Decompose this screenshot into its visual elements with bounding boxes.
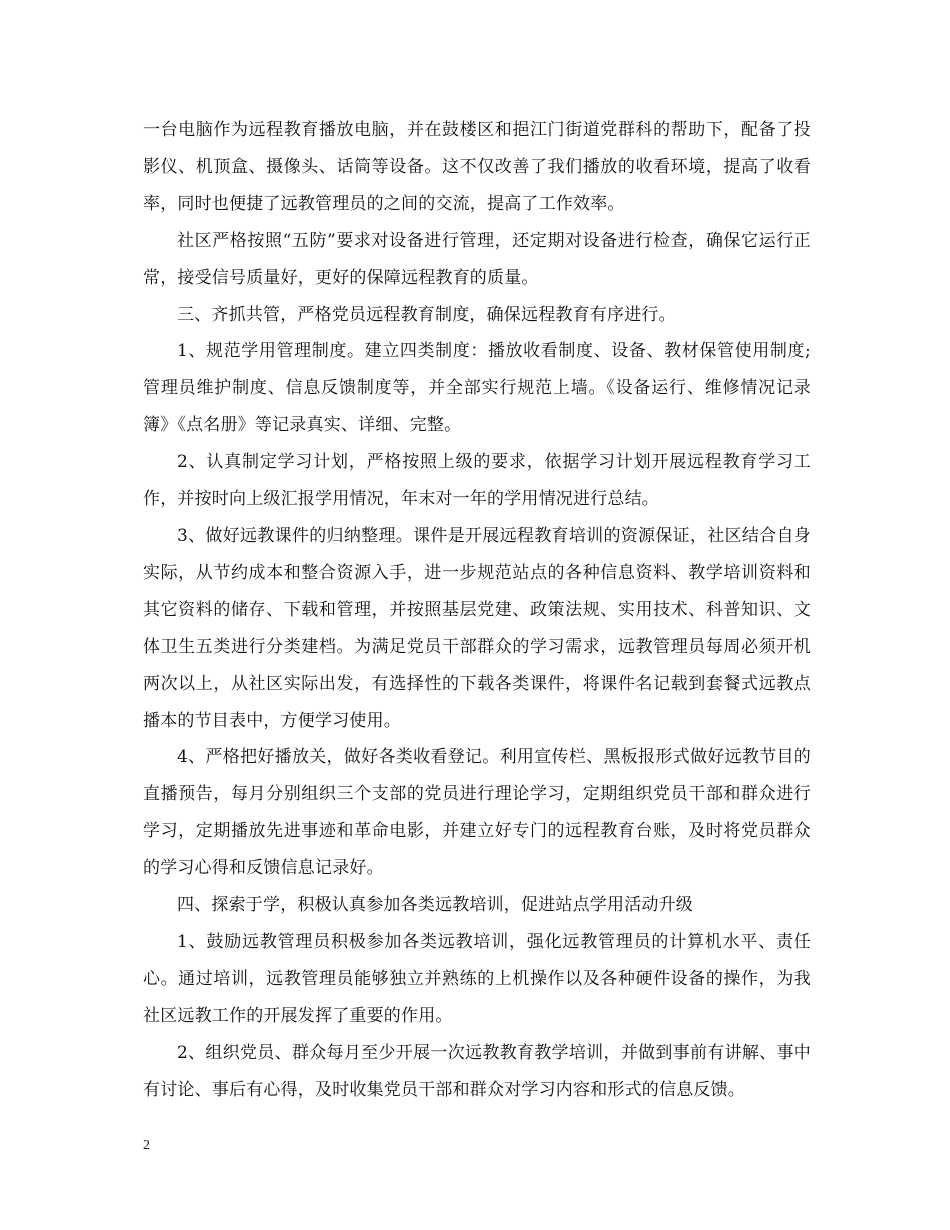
section-heading-3: 三、齐抓共管，严格党员远程教育制度，确保远程教育有序进行。 — [177, 304, 676, 325]
page-number: 2 — [143, 1138, 150, 1153]
paragraph-5: 2、认真制定学习计划，严格按照上级的要求，依据学习计划开展远程教育学习工作，并按时向上级汇报学用情况，年末对一年的学用情况进行总结。 — [143, 452, 811, 510]
paragraph-4: 1、规范学用管理制度。建立四类制度：播放收看制度、设备、教材保管使用制度;管理员维护制度、信息反馈制度等，并全部实行规范上墙。《设备运行、维修情况记录簿》《点名册》等记录真实、详细、完整。 — [143, 341, 811, 436]
paragraph-10: 2、组织党员、群众每月至少开展一次远教教育教学培训，并做到事前有讲解、事中有讨论、事后有心得，及时收集党员干部和群众对学习内容和形式的信息反馈。 — [143, 1042, 811, 1100]
section-heading-4: 四、探索于学，积极认真参加各类远教培训，促进站点学用活动升级 — [177, 895, 693, 916]
paragraph-7: 4、严格把好播放关，做好各类收看登记。利用宣传栏、黑板报形式做好远教节目的直播预告，每月分别组织三个支部的党员进行理论学习，定期组织党员干部和群众进行学习，定期播放先进事迹和革命电影，并建立好专门的远程教育台账，及时将党员群众的学习心得和反馈信息记录好。 — [143, 747, 811, 879]
body-text — [143, 112, 811, 1108]
paragraph-6: 3、做好远教课件的归纳整理。课件是开展远程教育培训的资源保证，社区结合自身实际，从节约成本和整合资源入手，进一步规范站点的各种信息资料、教学培训资料和其它资料的储存、下载和管理，并按照基层党建、政策法规、实用技术、科普知识、文体卫生五类进行分类建档。为满足党员干部群众的学习需求，远教管理员每周必须开机两次以上，从社区实际出发，有选择性的下载各类课件，将课件名记载到套餐式远教点播本的节目表中，方便学习使用。 — [143, 525, 811, 731]
paragraph-2: 社区严格按照“五防”要求对设备进行管理，还定期对设备进行检查，确保它运行正常，接受信号质量好，更好的保障远程教育的质量。 — [143, 230, 811, 288]
paragraph-9: 1、鼓励远教管理员积极参加各类远教培训，强化远教管理员的计算机水平、责任心。通过培训，远教管理员能够独立并熟练的上机操作以及各种硬件设备的操作，为我社区远教工作的开展发挥了重要的作用。 — [143, 931, 811, 1026]
paragraph-1: 一台电脑作为远程教育播放电脑，并在鼓楼区和挹江门街道党群科的帮助下，配备了投影仪、机顶盒、摄像头、话筒等设备。这不仅改善了我们播放的收看环境，提高了收看率，同时也便捷了远教管理员的之间的交流，提高了工作效率。 — [143, 120, 811, 214]
